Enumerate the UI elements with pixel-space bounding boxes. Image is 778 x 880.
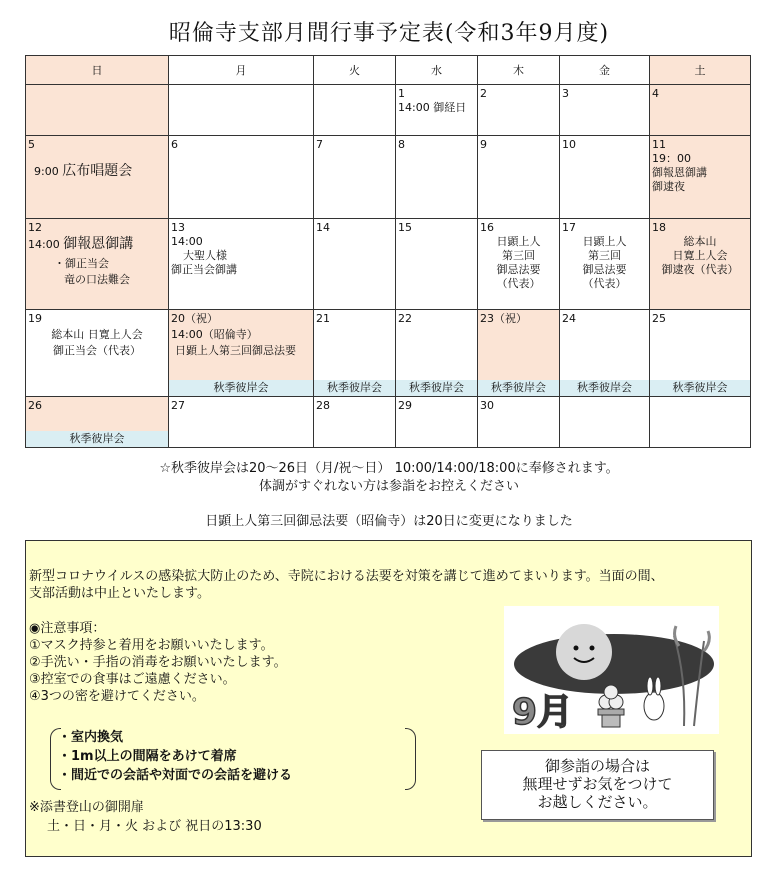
event-line: ・御正当会 (54, 257, 109, 270)
event-title: 御報恩御講 (63, 236, 134, 252)
higan-band: 秋季彼岸会 (396, 380, 477, 396)
day-cell-empty (650, 397, 751, 448)
day-cell (560, 310, 650, 397)
event-line: 日顕上人 (582, 235, 627, 248)
higan-notice: ☆秋季彼岸会は20～26日（月/祝～日） 10:00/14:00/18:00に奉修されます。 (159, 461, 619, 476)
event-line: （代表） (582, 277, 627, 290)
day-cell (314, 136, 396, 219)
change-notice: 日顕上人第三回御忌法要（昭倫寺）は20日に変更になりました (205, 514, 573, 529)
event-line: 14:00 (171, 235, 203, 248)
day-cell (26, 219, 169, 310)
day-cell (396, 136, 478, 219)
day-cell (169, 219, 314, 310)
event-line: 御報恩御講 (652, 166, 707, 179)
weekday-tue: 火 (314, 56, 396, 85)
day-cell (560, 219, 650, 310)
day-number: 19 (28, 312, 42, 325)
day-number: 12 (28, 221, 42, 234)
day-cell (478, 136, 560, 219)
day-cell (169, 136, 314, 219)
moon-illustration (504, 606, 719, 734)
day-number: 4 (652, 87, 659, 100)
event-line: 19：00 (652, 152, 691, 165)
event-line: 14:00（昭倫寺） (171, 328, 258, 341)
day-cell (314, 310, 396, 397)
event-line: 御逮夜（代表） (661, 263, 739, 276)
event-line: （代表） (496, 277, 541, 290)
event-line: 総本山 (683, 235, 717, 248)
day-number: 9 (480, 138, 487, 151)
day-cell (26, 136, 169, 219)
visit-line: 無理せずお気をつけて (522, 775, 673, 793)
day-cell (396, 397, 478, 448)
event-line: 御忌法要 (496, 263, 541, 276)
event-title: 広布唱題会 (62, 163, 133, 179)
day-cell (650, 219, 751, 310)
event-line: 第三回 (502, 249, 535, 262)
day-number: 14 (316, 221, 330, 234)
day-cell (478, 310, 560, 397)
day-cell (478, 85, 560, 136)
weekday-thu: 木 (478, 56, 560, 85)
day-number: 21 (316, 312, 330, 325)
notice-paragraph: 新型コロナウイルスの感染拡大防止のため、寺院における法要を対策を講じて進めてまいります。当面の間、 (29, 569, 664, 584)
mitsu-item: ・1m以上の間隔をあけて着席 (58, 749, 237, 764)
calendar-table (25, 55, 751, 448)
event-line: 日顕上人第三回御忌法要 (175, 344, 296, 357)
day-number: 7 (316, 138, 323, 151)
day-cell (396, 85, 478, 136)
day-number: 25 (652, 312, 666, 325)
page-title: 昭倫寺支部月間行事予定表(令和3年9月度) (168, 21, 610, 46)
day-number: 8 (398, 138, 405, 151)
day-cell-empty (169, 85, 314, 136)
day-number: 20（祝） (171, 312, 218, 325)
higan-band: 秋季彼岸会 (478, 380, 559, 396)
higan-band: 秋季彼岸会 (560, 380, 649, 396)
caution-item: ③控室での食事はご遠慮ください。 (29, 672, 236, 687)
day-number: 28 (316, 399, 330, 412)
event-line: 御正当会（代表） (53, 344, 141, 357)
day-number: 10 (562, 138, 576, 151)
event (28, 237, 166, 252)
weekday-wed: 水 (396, 56, 478, 85)
day-number: 2 (480, 87, 487, 100)
higan-band: 秋季彼岸会 (26, 431, 168, 447)
visit-card (481, 750, 714, 820)
event (34, 164, 166, 179)
event-line: 日寛上人会 (672, 249, 728, 262)
month-label: 9月 (512, 692, 574, 733)
day-number: 3 (562, 87, 569, 100)
day-cell (650, 136, 751, 219)
caution-item: ②手洗い・手指の消毒をお願いいたします。 (29, 655, 287, 670)
day-cell-empty (560, 397, 650, 448)
event-line: 日顕上人 (496, 235, 541, 248)
day-cell-empty (314, 85, 396, 136)
higan-band: 秋季彼岸会 (169, 380, 313, 396)
notice-paragraph: 支部活動は中止といたします。 (29, 586, 210, 601)
tozan-time: 土・日・月・火 および 祝日の13:30 (47, 819, 262, 834)
event-line: 御正当会御講 (171, 263, 237, 276)
day-cell (169, 397, 314, 448)
day-number: 27 (171, 399, 185, 412)
day-cell (314, 397, 396, 448)
tsukimi-image (504, 606, 719, 734)
day-number: 6 (171, 138, 178, 151)
event-line: 御忌法要 (582, 263, 627, 276)
higan-band: 秋季彼岸会 (650, 380, 750, 396)
day-cell (478, 397, 560, 448)
mitsu-item: ・間近での会話や対面での会話を避ける (58, 768, 293, 783)
day-number: 29 (398, 399, 412, 412)
event-line: 竜の口法難会 (64, 273, 130, 286)
day-number: 30 (480, 399, 494, 412)
day-number: 23（祝） (480, 312, 527, 325)
day-cell (560, 85, 650, 136)
day-cell (650, 310, 751, 397)
day-cell (26, 310, 169, 397)
weekday-sat: 土 (650, 56, 751, 85)
health-notice: 体調がすぐれない方は参詣をお控えください (258, 479, 519, 494)
event-line: 総本山 日寛上人会 (51, 328, 143, 341)
day-number: 11 (652, 138, 666, 151)
day-cell (314, 219, 396, 310)
day-cell (396, 310, 478, 397)
day-cell (26, 397, 169, 448)
higan-band: 秋季彼岸会 (314, 380, 395, 396)
day-number: 26 (28, 399, 42, 412)
event-time: 14:00 (28, 238, 60, 251)
day-cell (650, 85, 751, 136)
day-cell-empty (26, 85, 169, 136)
event-line: 第三回 (588, 249, 621, 262)
event: 14:00 御経日 (398, 101, 467, 114)
bracket-right (405, 728, 416, 790)
day-number: 22 (398, 312, 412, 325)
weekday-fri: 金 (560, 56, 650, 85)
day-cell (478, 219, 560, 310)
weekday-sun: 日 (26, 56, 169, 85)
visit-line: お越しください。 (537, 793, 658, 811)
day-number: 13 (171, 221, 185, 234)
event-time: 9:00 (34, 165, 59, 178)
caution-item: ④3つの密を避けてください。 (29, 689, 205, 704)
day-cell (169, 310, 314, 397)
day-number: 24 (562, 312, 576, 325)
event-line: 大聖人様 (183, 249, 227, 262)
day-number: 17 (562, 221, 576, 234)
day-number: 16 (480, 221, 494, 234)
day-number: 18 (652, 221, 666, 234)
tozan-title: ※添書登山の御開扉 (29, 800, 144, 815)
mitsu-item: ・室内換気 (58, 730, 124, 745)
caution-item: ①マスク持参と着用をお願いいたします。 (29, 638, 274, 653)
visit-line: 御参詣の場合は (544, 757, 650, 775)
day-cell (560, 136, 650, 219)
caution-title: ◉注意事項： (29, 621, 106, 636)
day-number: 5 (28, 138, 35, 151)
weekday-mon: 月 (169, 56, 314, 85)
day-number: 15 (398, 221, 412, 234)
event-line: 御逮夜 (652, 180, 685, 193)
day-cell (396, 219, 478, 310)
day-number: 1 (398, 87, 405, 100)
